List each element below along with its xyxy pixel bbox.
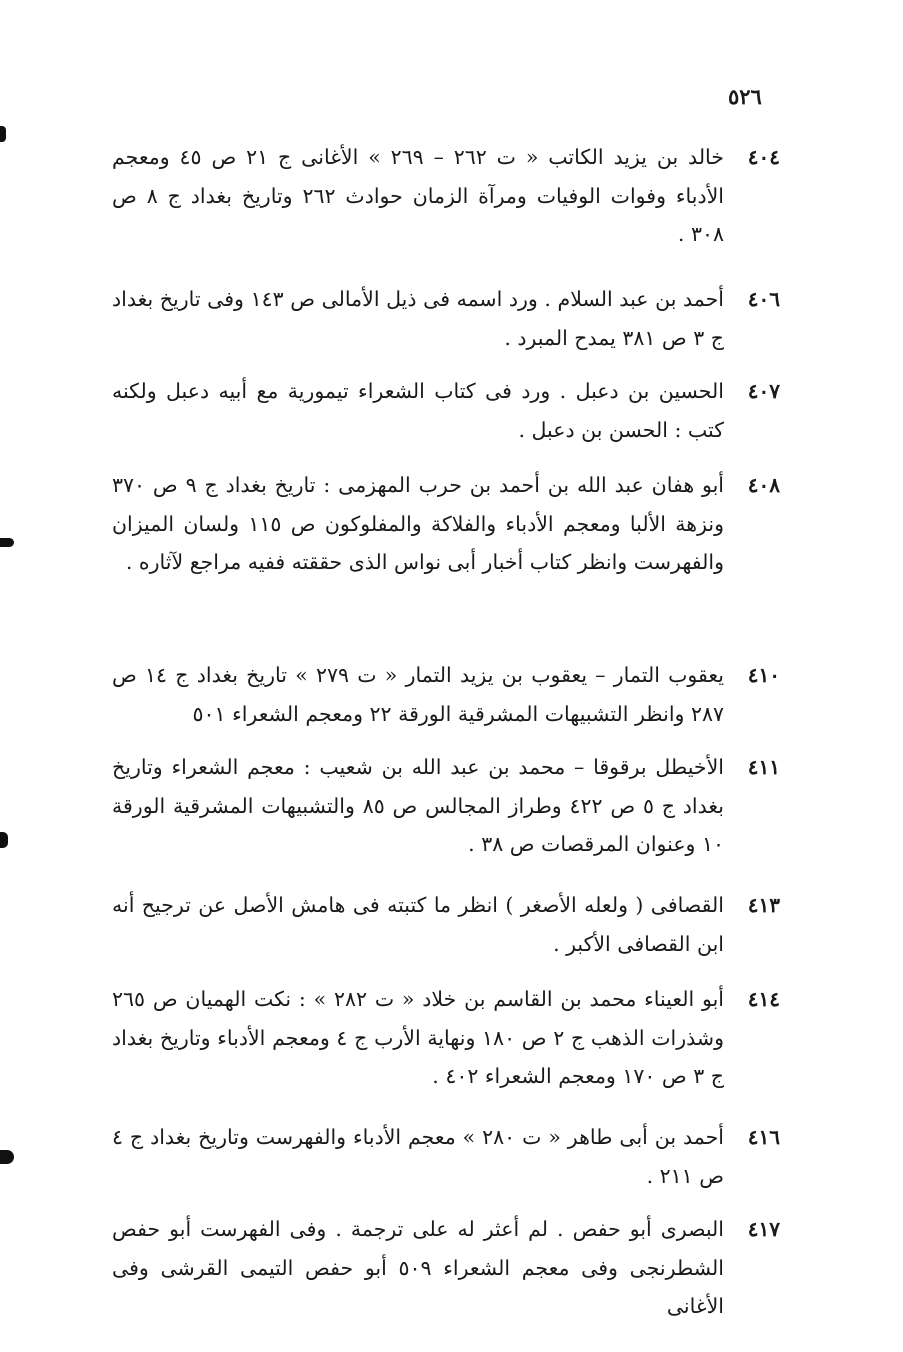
entry-number: ٤٠٤ bbox=[747, 145, 780, 169]
entry-number: ٤١٣ bbox=[747, 893, 780, 917]
entry-410 bbox=[112, 656, 780, 736]
entry-text: القصافى ( ولعله الأصغر ) انظر ما كتبته فى هامش الأصل عن ترجيح أنه ابن القصافى الأكبر . bbox=[112, 893, 724, 956]
entry-number: ٤١٠ bbox=[747, 663, 780, 687]
entry-407 bbox=[112, 372, 780, 452]
entry-414 bbox=[112, 980, 780, 1100]
page-number: ٥٢٦ bbox=[728, 84, 762, 109]
entry-number: ٤٠٦ bbox=[747, 287, 780, 311]
entry-416 bbox=[112, 1118, 780, 1198]
scan-edge-mark bbox=[0, 1150, 14, 1164]
entry-text: أحمد بن عبد السلام . ورد اسمه فى ذيل الأمالى ص ١٤٣ وفى تاريخ بغداد ج ٣ ص ٣٨١ يمدح المبرد . bbox=[112, 287, 724, 350]
entry-text: خالد بن يزيد الكاتب « ت ٢٦٢ – ٢٦٩ » الأغانى ج ٢١ ص ٤٥ ومعجم الأدباء وفوات الوفيات ومرآة الزمان حوادث ٢٦٢ وتاريخ بغداد ج ٨ ص ٣٠٨ . bbox=[112, 145, 724, 246]
entry-number: ٤٠٧ bbox=[747, 379, 780, 403]
entry-text: يعقوب التمار – يعقوب بن يزيد التمار « ت ٢٧٩ » تاريخ بغداد ج ١٤ ص ٢٨٧ وانظر التشبيهات المشرقية الورقة ٢٢ ومعجم الشعراء ٥٠١ bbox=[112, 663, 724, 726]
entry-text: البصرى أبو حفص . لم أعثر له على ترجمة . وفى الفهرست أبو حفص الشطرنجى وفى معجم الشعراء ٥٠٩ أبو حفص التيمى القرشى وفى الأغانى bbox=[112, 1217, 724, 1318]
entry-number: ٤١١ bbox=[747, 755, 780, 779]
entry-text: الحسين بن دعبل . ورد فى كتاب الشعراء تيمورية مع أبيه دعبل ولكنه كتب : الحسن بن دعبل . bbox=[112, 379, 724, 442]
entry-text: أحمد بن أبى طاهر « ت ٢٨٠ » معجم الأدباء والفهرست وتاريخ بغداد ج ٤ ص ٢١١ . bbox=[112, 1125, 724, 1188]
entry-text: أبو العيناء محمد بن القاسم بن خلاد « ت ٢٨٢ » : نكت الهميان ص ٢٦٥ وشذرات الذهب ج ٢ ص ١٨٠ ونهاية الأرب ج ٤ ومعجم الأدباء وتاريخ بغداد ج ٣ ص ١٧٠ ومعجم الشعراء ٤٠٢ . bbox=[112, 987, 724, 1088]
scan-edge-mark bbox=[0, 538, 14, 547]
entry-408 bbox=[112, 466, 780, 636]
entry-406 bbox=[112, 280, 780, 360]
entry-text: الأخيطل برقوقا – محمد بن عبد الله بن شعيب : معجم الشعراء وتاريخ بغداد ج ٥ ص ٤٢٢ وطراز المجالس ص ٨٥ والتشبيهات المشرقية الورقة ١٠ وعنوان المرقصات ص ٣٨ . bbox=[112, 755, 724, 856]
entry-text: أبو هفان عبد الله بن أحمد بن حرب المهزمى : تاريخ بغداد ج ٩ ص ٣٧٠ ونزهة الألبا ومعجم الأدباء والفلاكة والمفلوكون ص ١١٥ ولسان الميزان والفهرست وانظر كتاب أخبار أبى نواس الذى حققته ففيه مراجع لآثاره . bbox=[112, 473, 724, 574]
entry-number: ٤١٦ bbox=[747, 1125, 780, 1149]
entry-number: ٤١٧ bbox=[747, 1217, 780, 1241]
scan-edge-mark bbox=[0, 832, 8, 848]
entry-number: ٤٠٨ bbox=[747, 473, 780, 497]
entry-411 bbox=[112, 748, 780, 873]
entry-413 bbox=[112, 886, 780, 966]
entry-404 bbox=[112, 138, 780, 258]
entry-417 bbox=[112, 1210, 780, 1318]
scan-edge-mark bbox=[0, 126, 6, 142]
entry-number: ٤١٤ bbox=[747, 987, 780, 1011]
